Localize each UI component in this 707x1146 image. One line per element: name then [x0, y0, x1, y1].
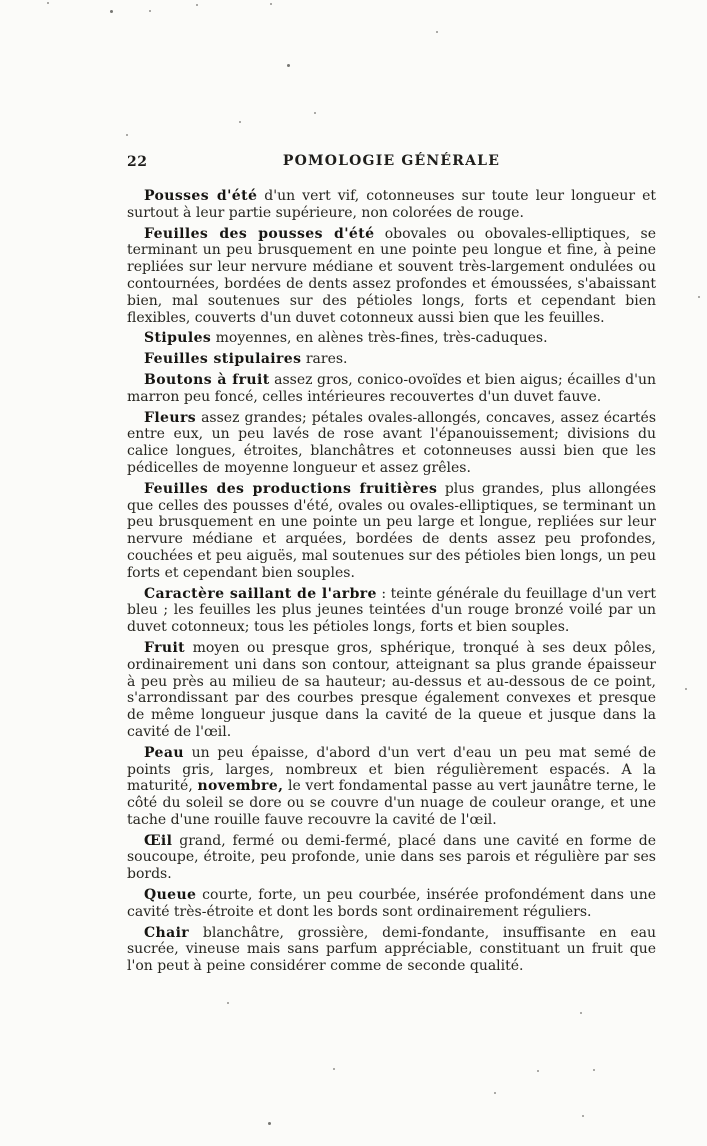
paragraph-caractere-saillant — [127, 586, 656, 636]
scan-speck — [698, 296, 700, 298]
lead-term: Fleurs — [144, 409, 197, 426]
scan-speck — [239, 121, 241, 123]
paragraph-text: plus grandes, plus allongées que celles des pousses d'été, ovales ou ovales-elliptiques, se terminant un peu brusquement en une pointe un peu large et longue, repliées sur leur nervure médiane et arquées, bordées de dents assez peu profondes, couchées et peu aiguës, mal soutenues sur des pétioles bien longs, un peu forts et cependant bien souples. — [127, 480, 656, 581]
paragraph-text: blanchâtre, grossière, demi-fondante, insuffisante en eau sucrée, vineuse mais sans parfum appréciable, constituant un fruit que l'on peut à peine considérer comme de seconde qualité. — [127, 924, 657, 975]
lead-term: Feuilles stipulaires — [144, 351, 302, 368]
lead-term: Fruit — [144, 639, 186, 656]
lead-term-inline: novembre, — [197, 778, 284, 795]
paragraph-feuilles-productions-fruitieres — [127, 481, 656, 582]
scan-speck — [149, 10, 151, 12]
paragraph-fleurs — [127, 410, 656, 477]
scan-speck — [494, 1092, 496, 1094]
lead-term: Œil — [144, 832, 173, 849]
lead-term: Feuilles des pousses d'été — [144, 225, 375, 242]
lead-term: Queue — [144, 887, 197, 904]
paragraph-text: courte, forte, un peu courbée, insérée profondément dans une cavité très-étroite et dont les bords sont ordinairement réguliers. — [127, 887, 656, 920]
paragraph-text: assez grandes; pétales ovales-allongés, concaves, assez écartés entre eux, un peu lavés de rose avant l'épanouissement; divisions du calice longues, étroites, blanchâtres et cotonneuses aussi bien que les pédicelles de moyenne longueur et assez grêles. — [127, 409, 657, 476]
paragraph-fruit — [127, 640, 656, 741]
paragraph-stipules — [127, 330, 656, 347]
paragraph-pousses-dete — [127, 188, 656, 222]
body-text — [127, 188, 656, 975]
lead-term: Boutons à fruit — [144, 371, 270, 388]
paragraph-text: rares. — [305, 351, 348, 368]
paragraph-text: d'un vert vif, cotonneuses sur toute leur longueur et surtout à leur partie supérieure, non colorées de rouge. — [127, 188, 656, 221]
scan-speck — [110, 10, 113, 13]
scan-speck — [314, 112, 316, 114]
paragraph-chair — [127, 925, 656, 975]
page-number: 22 — [127, 154, 148, 170]
paragraph-text: le vert fondamental passe au vert jaunâtre terne, le côté du soleil se dore ou se couvre d'un nuage de couleur orange, et une tache d'une rouille fauve recouvre la cavité de l'œil. — [127, 778, 657, 828]
scan-speck — [227, 1002, 229, 1004]
scan-speck — [436, 31, 438, 33]
paragraph-text: obovales ou obovales-elliptiques, se terminant un peu brusquement en une pointe peu longue et fine, à peine repliées sur leur nervure médiane et souvent très-largement ondulées ou contournées, bordées de dents assez profondes et émoussées, s'abaissant bien, mal soutenues sur des pétioles longs, forts et cependant bien flexibles, couverts d'un duvet cotonneux aussi bien que les feuilles. — [127, 225, 656, 326]
scan-speck — [685, 688, 687, 690]
lead-term: Peau — [144, 744, 184, 761]
paragraph-text: un peu épaisse, d'abord d'un vert d'eau un peu mat semé de points gris, larges, nombreux et bien régulièrement espacés. A la maturité, — [127, 744, 657, 795]
lead-term: Feuilles des productions fruitières — [144, 480, 438, 497]
paragraph-peau — [127, 745, 656, 829]
scan-speck — [537, 1070, 539, 1072]
scan-speck — [47, 2, 49, 4]
lead-term: Pousses d'été — [144, 188, 258, 204]
paragraph-text: grand, fermé ou demi-fermé, placé dans une cavité en forme de soucoupe, étroite, peu profonde, unie dans ses parois et régulière par ses bords. — [127, 832, 657, 883]
paragraph-text: assez gros, conico-ovoïdes et bien aigus; écailles d'un marron peu foncé, celles intérieures recouvertes d'un duvet fauve. — [127, 371, 656, 405]
scan-speck — [268, 1122, 271, 1125]
scan-speck — [196, 4, 198, 6]
scan-speck — [126, 134, 128, 136]
scan-speck — [582, 1115, 584, 1117]
paragraph-boutons-a-fruit — [127, 372, 656, 406]
lead-term: Caractère saillant de l'arbre — [144, 585, 377, 602]
page-header — [127, 153, 656, 173]
page-content — [127, 153, 656, 979]
scan-speck — [580, 1012, 582, 1014]
scan-speck — [287, 64, 290, 67]
running-title: POMOLOGIE GÉNÉRALE — [282, 153, 501, 169]
paragraph-text: moyen ou presque gros, sphérique, tronqué à ses deux pôles, ordinairement uni dans son contour, atteignant sa plus grande épaisseur à peu près au milieu de sa hauteur; au-dessus et au-dessous de ce point, s'arrondissant par des courbes presque également convexes et presque de même longueur jusque dans la cavité de la queue et jusque dans la cavité de l'œil. — [127, 639, 657, 740]
lead-term: Stipules — [144, 330, 212, 347]
scan-speck — [270, 3, 272, 5]
paragraph-text: : teinte générale du feuillage d'un vert bleu ; les feuilles les plus jeunes teintées d'un rouge bronzé voilé par un duvet cotonneux; tous les pétioles longs, forts et bien souples. — [127, 585, 656, 636]
paragraph-queue — [127, 887, 656, 921]
paragraph-oeil — [127, 833, 656, 883]
paragraph-feuilles-pousses-dete — [127, 226, 656, 327]
scan-speck — [593, 1069, 595, 1071]
paragraph-feuilles-stipulaires — [127, 351, 656, 368]
paragraph-text: moyennes, en alènes très-fines, très-caduques. — [215, 330, 548, 347]
lead-term: Chair — [144, 924, 190, 941]
scan-speck — [333, 1068, 335, 1070]
